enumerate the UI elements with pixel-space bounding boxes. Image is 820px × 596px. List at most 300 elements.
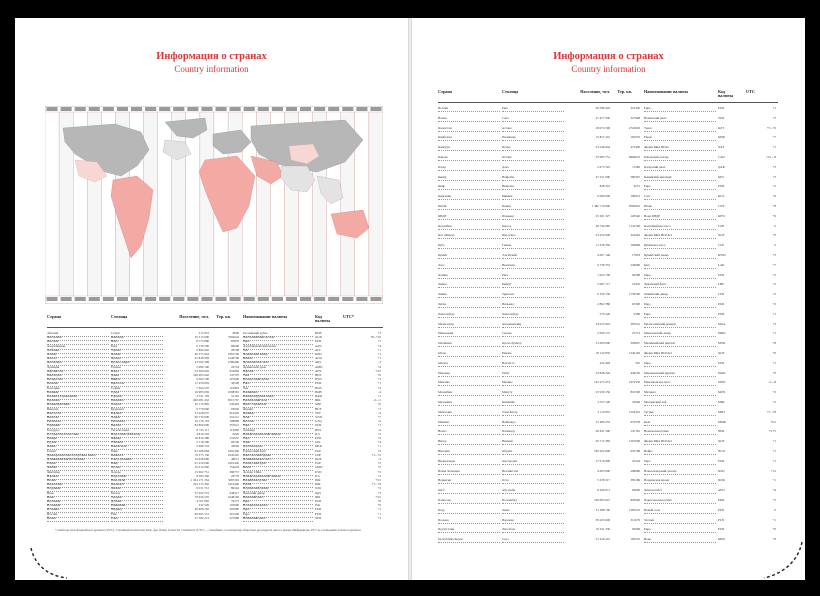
cell-currency: Форинт bbox=[243, 407, 313, 413]
cell-code: EUR bbox=[718, 360, 725, 365]
cell-code: KGS bbox=[718, 194, 725, 199]
cell-code: GTQ bbox=[315, 419, 322, 424]
hour-label-box bbox=[47, 107, 58, 111]
cell-code: AMD bbox=[315, 364, 323, 369]
table-row bbox=[438, 371, 778, 376]
cell-utc: +1 bbox=[377, 423, 381, 428]
cell-capital: Вильнюс bbox=[502, 302, 564, 308]
cell-currency: Бразильский реал bbox=[243, 398, 313, 404]
cell-population: 6 080 000 bbox=[597, 194, 610, 199]
cell-utc: +4.5 bbox=[375, 368, 381, 373]
hour-label-box bbox=[131, 297, 142, 301]
cell-utc: +9 bbox=[772, 537, 776, 542]
cell-code: EUR bbox=[718, 184, 725, 189]
cell-country: Мьянма bbox=[438, 420, 500, 426]
right-page bbox=[412, 18, 805, 580]
cell-area: 30528 bbox=[231, 381, 239, 386]
cell-country: Армения bbox=[47, 365, 109, 371]
cell-code: KHR bbox=[718, 135, 725, 140]
cell-capital: Лусака bbox=[111, 465, 163, 471]
header-utc: UTC* bbox=[343, 314, 354, 319]
cell-country: Бразилия bbox=[47, 398, 109, 404]
header-code: Код валюты bbox=[315, 314, 331, 324]
cell-country: Бельгия bbox=[47, 381, 109, 387]
cell-utc: +4 bbox=[772, 488, 776, 493]
cell-capital: Осло bbox=[502, 478, 564, 484]
cell-currency: Малайзийский ринггит bbox=[644, 341, 716, 347]
cell-capital: Мехико bbox=[502, 380, 564, 386]
cell-area: 505990 bbox=[229, 507, 239, 512]
cell-capital: Мадрид bbox=[111, 507, 163, 513]
cell-code: EUR bbox=[718, 458, 725, 463]
cell-population: 15 827 241 bbox=[595, 135, 610, 140]
cell-area: 527968 bbox=[229, 515, 239, 520]
cell-area: 83600 bbox=[632, 488, 640, 493]
cell-code: PEN bbox=[718, 507, 725, 512]
cell-code: EUR bbox=[718, 527, 725, 532]
header-currency: Наименование валюты bbox=[644, 89, 689, 94]
cell-area: 48671 bbox=[231, 457, 239, 461]
cell-code: GBP bbox=[315, 402, 322, 407]
cell-capital: Баку bbox=[111, 344, 163, 350]
cell-code: BRL bbox=[315, 398, 322, 403]
table-row bbox=[438, 302, 778, 307]
cell-country: Алжир bbox=[47, 352, 109, 358]
cell-currency: Исландская крона bbox=[243, 503, 313, 509]
cell-population: 10 028 000 bbox=[194, 457, 209, 461]
cell-capital: Каир bbox=[111, 461, 163, 467]
cell-country: Венгрия bbox=[47, 407, 109, 413]
table-row bbox=[438, 527, 778, 532]
cell-utc: +1 bbox=[377, 381, 381, 386]
table-row bbox=[438, 361, 778, 366]
cell-capital: Яунде bbox=[502, 145, 564, 151]
cell-currency: Донг bbox=[243, 415, 313, 421]
cell-country: Греция bbox=[47, 436, 109, 442]
cell-area: 322463 bbox=[630, 233, 640, 238]
cell-utc: +1 bbox=[377, 507, 381, 512]
cell-capital: Рига bbox=[502, 273, 564, 279]
cell-area: 301340 bbox=[630, 106, 640, 110]
left-page bbox=[15, 18, 408, 580]
cell-area: 438317 bbox=[229, 490, 239, 495]
cell-currency: Афгани bbox=[243, 369, 313, 375]
cell-currency: Доминиканское песо bbox=[243, 457, 313, 463]
cell-utc: +0 bbox=[377, 503, 381, 508]
cell-country: Кения bbox=[438, 175, 500, 181]
cell-capital: Тегусигальпа bbox=[111, 428, 163, 434]
decorative-dashed-arc bbox=[762, 540, 804, 580]
cell-capital: Иерусалим bbox=[111, 474, 163, 480]
cell-country: Мексика bbox=[438, 380, 500, 386]
cell-country: Камбоджа bbox=[438, 135, 500, 141]
cell-utc: -5 bbox=[773, 223, 776, 228]
cell-capital: Рейкьявик bbox=[111, 503, 163, 509]
hour-label-box bbox=[159, 297, 170, 301]
hour-label-box bbox=[187, 297, 198, 301]
cell-capital: Минск bbox=[111, 377, 163, 383]
cell-area: 316 bbox=[635, 360, 640, 365]
cell-code: LYD bbox=[718, 292, 725, 297]
cell-capital: Бразилиа bbox=[111, 398, 163, 404]
cell-country: Перу bbox=[438, 508, 500, 514]
cell-population: 9 531 712 bbox=[196, 486, 209, 491]
cell-utc: +2 bbox=[772, 400, 776, 404]
cell-utc: +0 bbox=[377, 499, 381, 503]
cell-area: 1267000 bbox=[628, 439, 640, 444]
cell-area: 11586 bbox=[632, 164, 640, 169]
cell-area: 312679 bbox=[630, 517, 640, 522]
cell-area: 1098581 bbox=[227, 389, 239, 394]
cell-country: Египет bbox=[47, 449, 109, 455]
cell-utc: +0 bbox=[772, 233, 776, 238]
cell-population: 9 730 500 bbox=[196, 343, 209, 348]
cell-currency: Сом bbox=[644, 194, 716, 200]
cell-utc: +1 bbox=[772, 517, 776, 522]
cell-currency: Тугрик bbox=[644, 410, 716, 416]
cell-currency: Норвежская крона bbox=[644, 478, 716, 484]
cell-population: 46 468 102 bbox=[194, 507, 209, 512]
cell-population: 16 176 133 bbox=[194, 419, 209, 424]
cell-code: EUR bbox=[718, 311, 725, 316]
cell-currency: Евро bbox=[243, 381, 313, 387]
cell-currency: Евро bbox=[243, 436, 313, 442]
cell-area: 1141748 bbox=[628, 223, 640, 228]
cell-area: 301340 bbox=[229, 511, 239, 516]
cell-currency: Евро bbox=[243, 507, 313, 513]
cell-capital: Канберра bbox=[111, 335, 163, 341]
cell-capital: Брюссель bbox=[111, 381, 163, 387]
table-row bbox=[438, 312, 778, 317]
cell-capital: Хараре bbox=[111, 470, 163, 476]
cell-country: Венесуэла bbox=[47, 411, 109, 417]
cell-code: RUB bbox=[315, 331, 322, 335]
cell-country: Иран bbox=[47, 495, 109, 501]
hour-label-box bbox=[300, 107, 311, 111]
cell-country: Болгария bbox=[47, 386, 109, 392]
cell-utc: +8 bbox=[772, 204, 776, 208]
cell-country: Бангладеш bbox=[47, 373, 109, 379]
cell-code: ALL bbox=[315, 347, 322, 352]
hour-label-box bbox=[370, 297, 381, 301]
cell-code: EUR bbox=[718, 302, 725, 306]
cell-area: 9251 bbox=[633, 184, 640, 189]
cell-area: 475440 bbox=[630, 145, 640, 150]
cell-utc: +1 bbox=[772, 458, 776, 463]
cell-code: XOF bbox=[718, 233, 725, 238]
cell-currency: Така bbox=[243, 373, 313, 379]
cell-utc: +0 bbox=[772, 370, 776, 375]
cell-population: 122 273 473 bbox=[594, 380, 610, 385]
cell-capital: Рабат bbox=[502, 371, 564, 377]
cell-utc: +0 bbox=[772, 351, 776, 355]
cell-currency: Евро bbox=[644, 459, 716, 465]
cell-area: 527968 bbox=[630, 115, 640, 120]
cell-country: Замбия bbox=[47, 465, 109, 471]
cell-country: Босния и Герцеговина bbox=[47, 394, 109, 400]
cell-capital: Эль-Кувейт bbox=[502, 253, 564, 259]
cell-currency: Кванза bbox=[243, 356, 313, 362]
cell-area: 92090 bbox=[632, 527, 640, 532]
cell-code: KRW bbox=[718, 537, 726, 542]
cell-country: Государство Палестина bbox=[47, 432, 109, 438]
cell-code: BOB bbox=[315, 389, 322, 394]
cell-capital: Алжир bbox=[111, 352, 163, 358]
cell-utc: +2 bbox=[772, 184, 776, 189]
cell-area: 65300 bbox=[632, 302, 640, 306]
hour-label-box bbox=[201, 297, 212, 301]
header-rule bbox=[438, 102, 778, 103]
cell-population: 9 504 700 bbox=[196, 377, 209, 382]
cell-area: 580367 bbox=[630, 174, 640, 179]
cell-utc: +3 bbox=[377, 490, 381, 495]
cell-code: EUR bbox=[315, 499, 322, 503]
cell-code: XOF bbox=[718, 439, 725, 444]
cell-utc: +5 bbox=[772, 498, 776, 502]
cell-utc: +6 bbox=[772, 194, 776, 199]
cell-capital: Нью-Дели bbox=[111, 478, 163, 484]
cell-country: Марокко bbox=[438, 371, 500, 377]
cell-currency: Белорусский рубль bbox=[243, 377, 313, 383]
cell-currency: Тенге bbox=[644, 126, 716, 132]
hour-label-box bbox=[342, 297, 353, 301]
cell-country: Молдавия bbox=[438, 400, 500, 406]
cell-utc: +2 bbox=[772, 292, 776, 297]
cell-country: Афганистан bbox=[47, 369, 109, 375]
cell-currency: Квача bbox=[243, 465, 313, 471]
cell-utc: +3 bbox=[772, 253, 776, 257]
hour-label-box bbox=[103, 107, 114, 111]
hour-label-box bbox=[187, 107, 198, 111]
cell-code: USD bbox=[315, 469, 322, 474]
cell-area: 1648195 bbox=[227, 494, 239, 499]
cell-country: Азербайджан bbox=[47, 344, 109, 350]
cell-capital: Бамако bbox=[502, 351, 564, 357]
cell-utc: +3 bbox=[377, 515, 381, 520]
cell-utc: +7...+8 bbox=[766, 409, 776, 414]
table-row bbox=[438, 135, 778, 140]
cell-area: 752618 bbox=[229, 465, 239, 470]
cell-currency: Найра bbox=[644, 449, 716, 455]
cell-currency: Лек bbox=[243, 348, 313, 354]
cell-currency: Катарский риал bbox=[644, 165, 716, 171]
cell-area: 131957 bbox=[229, 436, 239, 440]
cell-country: Гватемала bbox=[47, 419, 109, 425]
cell-country: Польша bbox=[438, 518, 500, 524]
cell-population: 18 070 300 bbox=[595, 125, 610, 130]
table-row bbox=[438, 292, 778, 297]
cell-utc: +12 bbox=[771, 468, 776, 473]
cell-utc: -6 bbox=[378, 419, 381, 424]
cell-area: 1564116 bbox=[628, 409, 640, 414]
cell-utc: +3 bbox=[772, 174, 776, 179]
cell-utc: +5.5 bbox=[375, 478, 381, 482]
cell-country: Киргизия bbox=[438, 194, 500, 200]
header-area: Тер. кв. bbox=[216, 314, 231, 319]
cell-code: IDR bbox=[315, 482, 321, 487]
cell-area: 9984670 bbox=[628, 155, 640, 159]
cell-code: CUP bbox=[718, 243, 725, 248]
cell-capital: Афины bbox=[111, 436, 163, 442]
cell-capital: София bbox=[111, 386, 163, 392]
page-subtitle: Country information bbox=[571, 64, 646, 74]
cell-population: 82 800 000 bbox=[194, 423, 209, 428]
cell-currency: Малагасийский ариари bbox=[644, 322, 716, 328]
cell-capital: Пекин bbox=[502, 204, 564, 210]
cell-code: MXN bbox=[718, 380, 726, 385]
cell-utc: +2 bbox=[772, 302, 776, 306]
table-row bbox=[438, 243, 778, 248]
cell-country: Ливан bbox=[438, 282, 500, 288]
cell-currency: Мексиканское песо bbox=[644, 380, 716, 386]
cell-currency: Азербайджанский манат bbox=[243, 344, 313, 350]
hour-label-box bbox=[272, 297, 283, 301]
cell-code: NPR bbox=[718, 429, 725, 434]
cell-currency: Новозеландский доллар bbox=[644, 469, 716, 475]
table-row bbox=[438, 478, 778, 483]
cell-capital: Каракас bbox=[111, 411, 163, 417]
cell-country: Боливия bbox=[47, 390, 109, 396]
cell-area: 199951 bbox=[630, 194, 640, 199]
cell-population: 48 746 085 bbox=[595, 223, 610, 228]
cell-code: PKR bbox=[718, 498, 725, 502]
cell-code: IRR bbox=[315, 494, 321, 499]
book-spread bbox=[15, 18, 805, 580]
cell-code: AZN bbox=[315, 343, 322, 348]
cell-capital: Гавана bbox=[502, 243, 564, 249]
cell-code: EUR bbox=[718, 106, 725, 110]
hour-label-box bbox=[61, 297, 72, 301]
cell-code: EUR bbox=[315, 381, 322, 386]
cell-capital: Иерусалим (Рамалла) bbox=[111, 432, 163, 438]
cell-population: 1 324 171 354 bbox=[190, 478, 209, 482]
cell-area: 357021 bbox=[229, 423, 239, 428]
cell-population: 3 119 935 bbox=[597, 409, 610, 414]
cell-area: 1972550 bbox=[628, 380, 640, 385]
cell-population: 35 985 751 bbox=[595, 155, 610, 159]
cell-capital: Берлин bbox=[111, 423, 163, 429]
table-row bbox=[438, 429, 778, 434]
cell-currency: Кип bbox=[644, 263, 716, 269]
cell-country: Канада bbox=[438, 155, 500, 161]
header-currency: Наименование валюты bbox=[243, 314, 288, 319]
cell-area: 120540 bbox=[630, 213, 640, 218]
time-zone-band bbox=[158, 112, 172, 296]
cell-capital: Санто-Доминго bbox=[111, 457, 163, 463]
cell-population: 31 000 000 bbox=[595, 341, 610, 346]
cell-population: 6 758 353 bbox=[597, 262, 610, 267]
cell-utc: +2 bbox=[772, 390, 776, 395]
cell-currency: Метикал bbox=[644, 390, 716, 396]
cell-population: 3 531 159 bbox=[196, 394, 209, 398]
cell-population: 4 816 503 bbox=[196, 431, 209, 436]
cell-capital: Катманду bbox=[502, 429, 564, 435]
cell-code: PLN bbox=[718, 517, 725, 522]
cell-country: Индонезия bbox=[47, 482, 109, 488]
time-zone-band bbox=[45, 112, 59, 296]
cell-capital: Кишинёв bbox=[502, 400, 564, 406]
cell-population: 3 553 100 bbox=[597, 400, 610, 404]
cell-code: EGP bbox=[315, 461, 322, 466]
cell-utc: +1 bbox=[772, 311, 776, 316]
cell-capital: Исламабад bbox=[502, 498, 564, 504]
cell-capital: Гватемала bbox=[111, 419, 163, 425]
cell-population: 91 250 000 bbox=[194, 461, 209, 466]
cell-utc: +7 bbox=[772, 135, 776, 140]
cell-capital: Киншаса bbox=[111, 453, 163, 459]
cell-code: KZT bbox=[718, 125, 725, 130]
cell-currency: Пакистанская рупия bbox=[644, 498, 716, 504]
cell-utc: +2 bbox=[377, 448, 381, 453]
cell-capital: Антананариву bbox=[502, 322, 564, 328]
cell-population: 10 985 059 bbox=[194, 389, 209, 394]
cell-utc: +1 bbox=[772, 106, 776, 110]
table-row bbox=[438, 155, 778, 160]
cell-code: CDF bbox=[315, 452, 322, 457]
cell-area: 93030 bbox=[231, 406, 239, 411]
cell-currency: Конголезский франк bbox=[243, 453, 313, 459]
cell-country: Республика Корея bbox=[438, 537, 500, 543]
hour-label-box bbox=[286, 297, 297, 301]
cell-country: Катар bbox=[438, 165, 500, 171]
cell-code: AED bbox=[718, 488, 725, 493]
cell-code: ARS bbox=[315, 360, 322, 365]
cell-area: 803940 bbox=[630, 498, 640, 502]
hour-label-box bbox=[230, 107, 241, 111]
cell-code: GEL bbox=[315, 440, 322, 445]
cell-country: Германия bbox=[47, 423, 109, 429]
cell-country: Мадагаскар bbox=[438, 322, 500, 328]
hour-label-box bbox=[258, 297, 269, 301]
cell-area: 7692024 bbox=[227, 335, 239, 340]
cell-country: Албания bbox=[47, 348, 109, 354]
cell-currency: Новый соль bbox=[644, 508, 716, 514]
cell-currency: Франк КФА BCEAO bbox=[644, 233, 716, 239]
cell-currency: Кенийский шиллинг bbox=[644, 175, 716, 181]
cell-capital: Сухум bbox=[111, 331, 163, 337]
header-capital: Столица bbox=[111, 314, 128, 319]
cell-code: ILS bbox=[315, 431, 320, 436]
cell-currency: Евро bbox=[243, 339, 313, 345]
cell-capital: Вена bbox=[111, 339, 163, 345]
cell-code: VEF bbox=[315, 410, 322, 415]
cell-area: 86600 bbox=[231, 343, 239, 348]
cell-capital: Астана bbox=[502, 126, 564, 132]
cell-area: 329847 bbox=[630, 341, 640, 346]
table-row bbox=[438, 498, 778, 503]
hour-label-box bbox=[159, 107, 170, 111]
cell-code: EUR bbox=[315, 507, 322, 512]
cell-country: ОАЭ bbox=[438, 488, 500, 494]
cell-currency: Новый израильский шекель bbox=[243, 432, 313, 438]
cell-population: 31 028 637 bbox=[194, 410, 209, 415]
cell-area: 69700 bbox=[231, 440, 239, 445]
cell-currency: Армянский драм bbox=[243, 365, 313, 371]
cell-country: Нигерия bbox=[438, 449, 500, 455]
hour-label-box bbox=[370, 107, 381, 111]
cell-currency: Франк КФА BCEAO bbox=[644, 439, 716, 445]
table-row bbox=[438, 508, 778, 513]
table-row bbox=[438, 126, 778, 131]
cell-currency: Аргентинское песо bbox=[243, 360, 313, 366]
cell-country: Македония bbox=[438, 331, 500, 337]
cell-country: Китай bbox=[438, 204, 500, 210]
cell-utc: +6.5 bbox=[770, 419, 776, 424]
header-area: Тер. кв. bbox=[617, 89, 632, 94]
cell-population: 18 134 835 bbox=[595, 351, 610, 355]
cell-utc: +2 bbox=[377, 465, 381, 470]
cell-country: Италия bbox=[47, 512, 109, 518]
